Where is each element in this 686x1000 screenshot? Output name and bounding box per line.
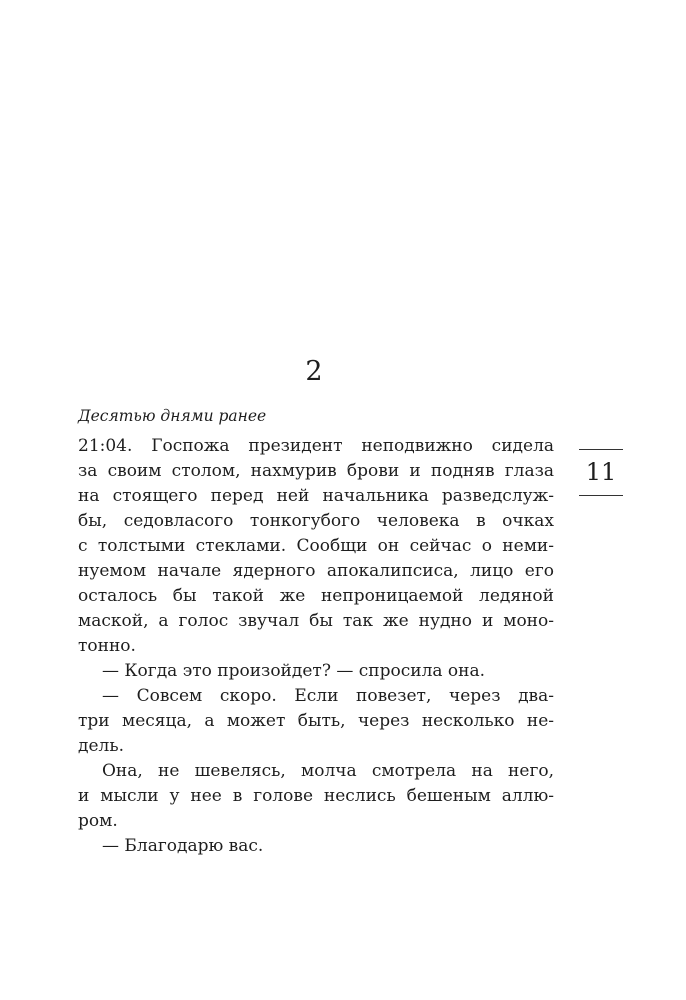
text-line: 21:04. Госпожа президент неподвижно сидела xyxy=(78,436,554,456)
text-line: ром. xyxy=(78,811,118,831)
text-line: на стоящего перед ней начальника разведслуж- xyxy=(78,486,554,506)
text-line: Она, не шевелясь, молча смотрела на него, xyxy=(102,761,554,781)
page-number-rule-bottom xyxy=(579,495,623,496)
body-text xyxy=(78,434,554,859)
text-line: нуемом начале ядерного апокалипсиса, лицо его xyxy=(78,561,554,581)
text-line: с толстыми стеклами. Сообщи он сейчас о неми- xyxy=(78,536,554,556)
text-line: три месяца, а может быть, через несколько не- xyxy=(78,711,554,731)
text-line: бы, седовласого тонкогубого человека в очках xyxy=(78,511,554,531)
text-line: осталось бы такой же непроницаемой ледяной xyxy=(78,586,554,606)
text-line: — Когда это произойдет? — спросила она. xyxy=(102,661,486,681)
text-line: — Совсем скоро. Если повезет, через два- xyxy=(102,686,554,706)
page-number-rule-top xyxy=(579,449,623,450)
text-line: дель. xyxy=(78,736,124,756)
page-number: 11 xyxy=(585,458,617,486)
chapter-subtitle: Десятью днями ранее xyxy=(78,407,267,425)
text-line: — Благодарю вас. xyxy=(102,836,264,856)
text-line: маской, а голос звучал бы так же нудно и моно- xyxy=(78,611,554,631)
text-line: тонно. xyxy=(78,636,136,656)
text-line: за своим столом, нахмурив брови и подняв глаза xyxy=(78,461,554,481)
chapter-number: 2 xyxy=(305,356,323,387)
text-line: и мысли у нее в голове неслись бешеным аллю- xyxy=(78,786,554,806)
